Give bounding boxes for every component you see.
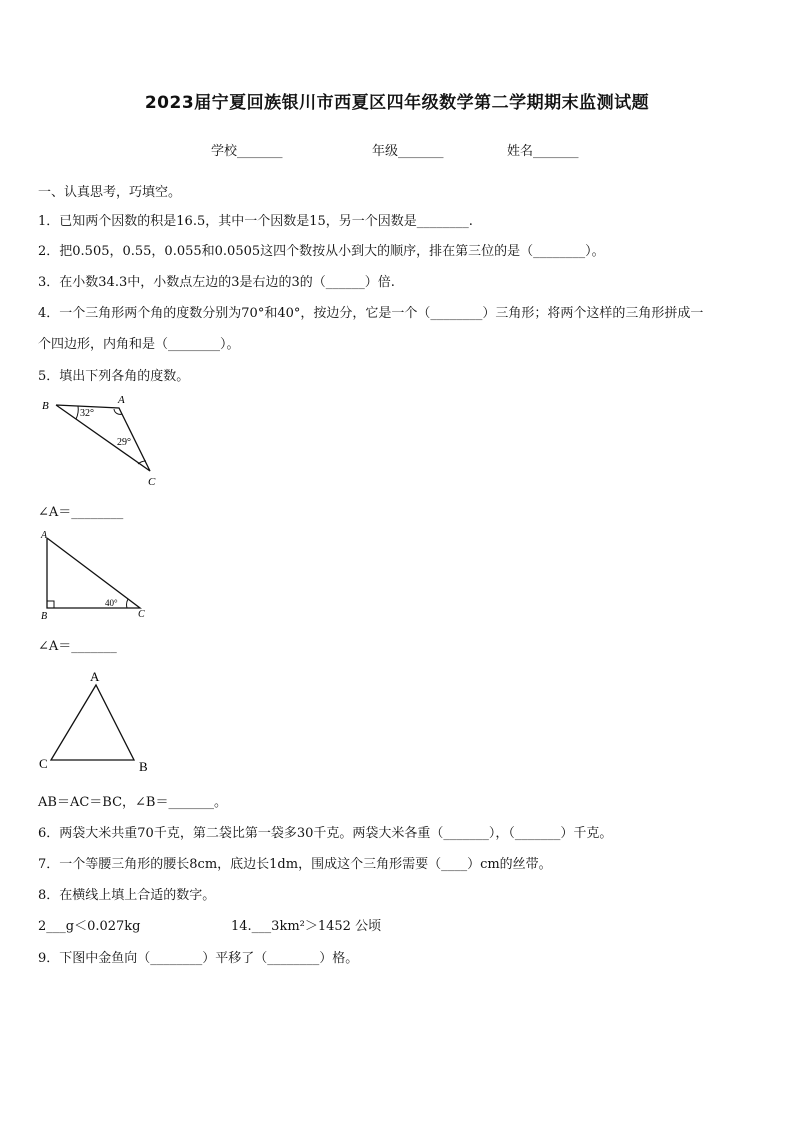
name-field[interactable]: 姓名_______ xyxy=(507,144,579,159)
page-title: 2023届宁夏回族银川市西夏区四年级数学第二学期期末监测试题 xyxy=(144,93,650,113)
answer-angle-b: AB＝AC＝BC，∠B＝_______。 xyxy=(38,795,227,810)
question-8-part-b: 14.___3km²＞1452 公顷 xyxy=(231,919,382,934)
angle-label-40: 40° xyxy=(105,598,118,608)
question-7: 7．一个等腰三角形的腰长8cm，底边长1dm，围成这个三角形需要（____）cm的丝带。 xyxy=(38,857,552,872)
vertex-a-label: A xyxy=(90,669,100,684)
question-8: 8．在横线上填上合适的数字。 xyxy=(38,888,216,903)
triangle-2-outline xyxy=(47,538,140,608)
question-4-line-1: 4．一个三角形两个角的度数分别为70°和40°，按边分，它是一个（________）三角形；将两个这样的三角形拼成一 xyxy=(38,306,704,321)
question-3: 3．在小数34.3中，小数点左边的3是右边的3的（______）倍. xyxy=(38,275,395,290)
triangle-figure-1 xyxy=(38,393,168,488)
angle-b-arc xyxy=(76,406,78,419)
vertex-a-label: A xyxy=(118,394,125,406)
question-9: 9．下图中金鱼向（________）平移了（________）格。 xyxy=(38,951,359,966)
triangle-1-outline xyxy=(56,405,150,471)
grade-field[interactable]: 年级_______ xyxy=(372,144,444,159)
question-5: 5．填出下列各角的度数。 xyxy=(38,369,190,384)
triangle-figure-2 xyxy=(38,528,158,620)
question-2: 2．把0.505，0.55，0.055和0.0505这四个数按从小到大的顺序，排在第三位的是（________）。 xyxy=(38,244,605,259)
triangle-3-outline xyxy=(51,685,134,760)
vertex-b-label: B xyxy=(41,611,48,620)
vertex-b-label: B xyxy=(139,759,148,774)
school-field[interactable]: 学校_______ xyxy=(211,144,283,159)
angle-label-29: 29° xyxy=(117,437,131,448)
answer-angle-a-2: ∠A＝_______ xyxy=(38,639,117,654)
question-4-line-2: 个四边形，内角和是（________）。 xyxy=(38,337,240,352)
vertex-c-label: C xyxy=(39,756,48,771)
answer-angle-a-1: ∠A＝________ xyxy=(38,505,124,520)
section-heading: 一、认真思考，巧填空。 xyxy=(38,185,182,200)
angle-label-32: 32° xyxy=(80,408,94,419)
vertex-c-label: C xyxy=(148,476,156,488)
angle-c-arc xyxy=(138,461,146,464)
question-1: 1．已知两个因数的积是16.5，其中一个因数是15，另一个因数是________. xyxy=(38,214,473,229)
vertex-b-label: B xyxy=(42,400,49,412)
vertex-a-label: A xyxy=(41,530,48,541)
question-6: 6．两袋大米共重70千克，第二袋比第一袋多30千克。两袋大米各重（_______），（_______）千克。 xyxy=(38,826,613,841)
right-angle-mark xyxy=(47,601,54,608)
triangle-figure-3 xyxy=(36,665,156,775)
question-8-part-a: 2___g＜0.027kg xyxy=(38,919,141,934)
vertex-c-label: C xyxy=(138,609,145,620)
angle-40-arc xyxy=(127,599,128,608)
